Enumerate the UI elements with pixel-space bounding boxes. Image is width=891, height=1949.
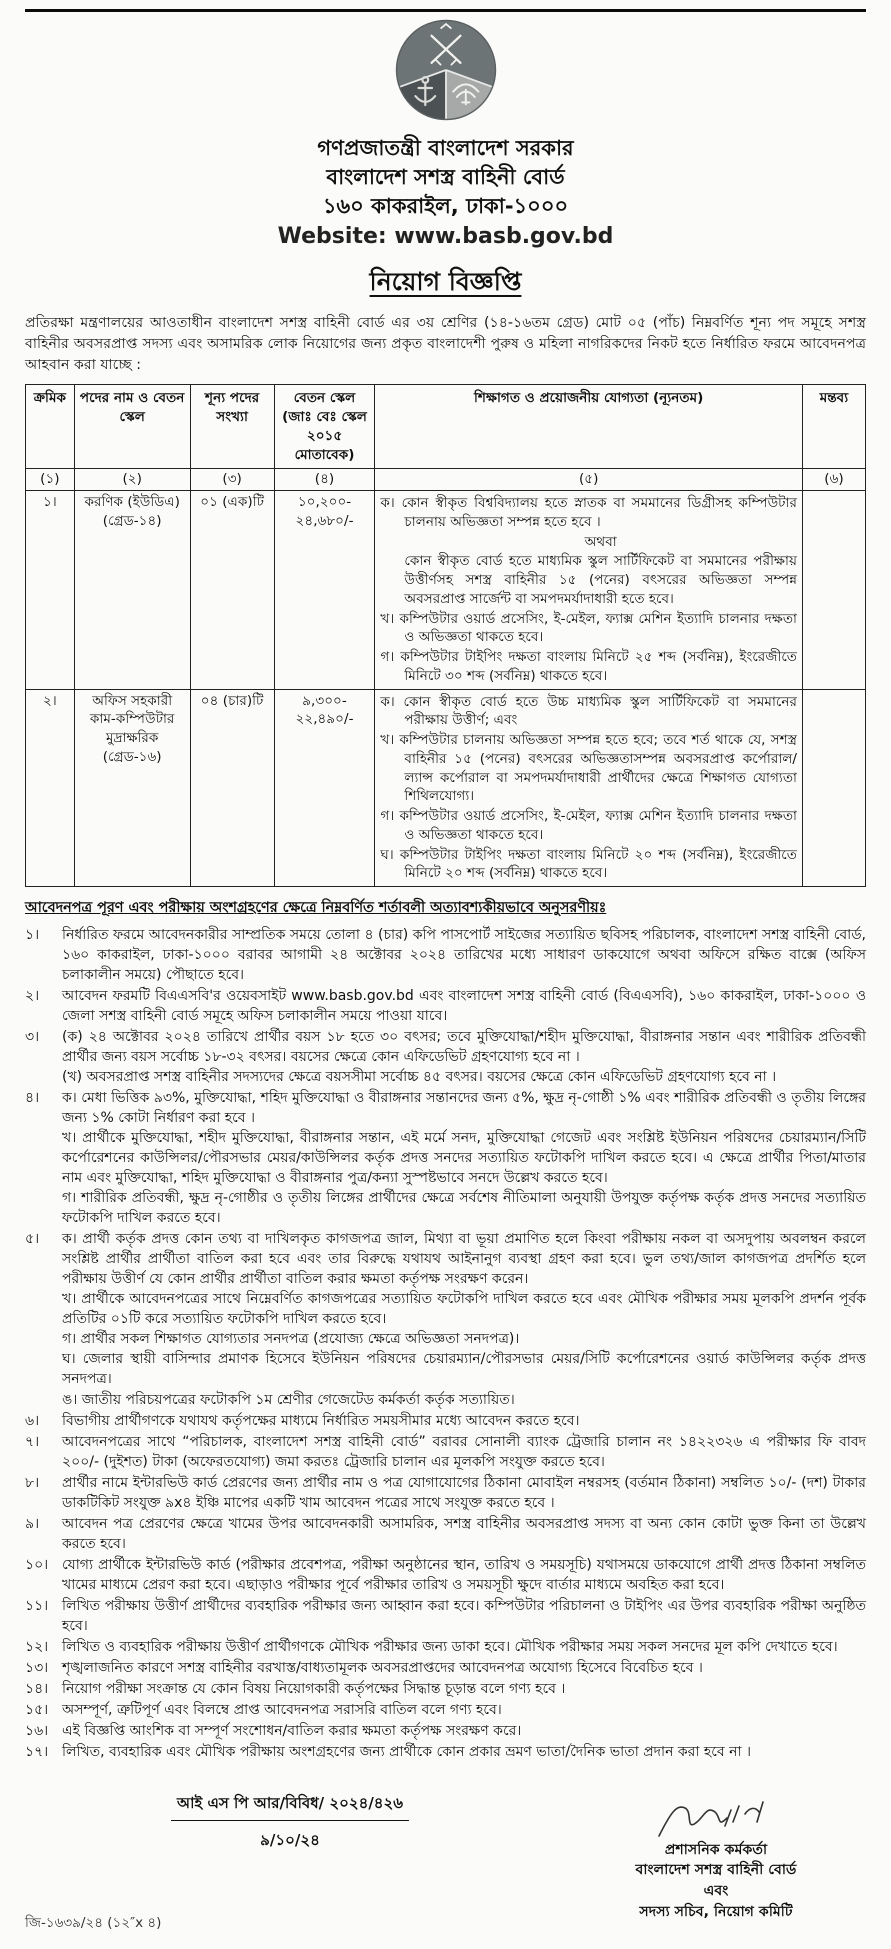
condition-number: ১৭।: [25, 1743, 49, 1760]
condition-part-label: গ।: [62, 1331, 81, 1348]
condition-part-label: (ক): [62, 1029, 89, 1046]
title-container: [25, 262, 866, 305]
condition-item: [25, 1432, 866, 1472]
column-header: শিক্ষাগত ও প্রয়োজনীয় যোগ্যতা (ন্যূনতম): [375, 385, 803, 469]
reference-number: আই এস পি আর/বিবিধ/ ২০২৪/৪২৬: [171, 1792, 409, 1821]
table-header-number-row: [26, 469, 866, 491]
condition-part: বিভাগীয় প্রার্থীগণকে যথাযথ কর্তৃপক্ষের মাধ্যমে নির্ধারিত সময়সীমার মধ্যে আবেদন করতে হবে।: [62, 1412, 580, 1429]
cell-qualifications: [375, 491, 803, 690]
condition-part: লিখিত পরীক্ষায় উত্তীর্ণ প্রার্থীদের ব্যবহারিক পরীক্ষার জন্য আহ্বান করা হবে। কম্পিউটার পরিচালনা ও টাইপিং এর উপর ব্যবহারিক পরীক্ষা অনুষ্ঠিত হবে।: [62, 1597, 866, 1634]
condition-number: ১০।: [25, 1556, 49, 1573]
condition-item: [25, 1411, 866, 1431]
cell-pay: ১০,২০০- ২৪,৬৮০/-: [274, 491, 375, 690]
qualification-label: খ।: [380, 610, 400, 627]
condition-item: [25, 986, 866, 1026]
table-body: [26, 491, 866, 887]
condition-number: ১।: [25, 927, 40, 944]
condition-part: (ক) ২৪ অক্টোবর ২০২৪ তারিখে প্রার্থীর বয়স ১৮ হতে ৩০ বৎসর; তবে মুক্তিযোদ্ধা/শহীদ মুক্তিযোদ্ধা, বীরাঙ্গনার সন্তান এবং শারীরিক প্রতিবন্ধী প্রার্থীর জন্য বয়স সর্বোচ্চ ১৮-৩২ বৎসর। বয়সের ক্ষেত্রে কোন এফিডেভিট গ্রহণযোগ্য হবে না ।: [62, 1029, 867, 1066]
letterhead: [25, 134, 866, 252]
condition-number: ১৬।: [25, 1722, 49, 1739]
condition-number: ১৫।: [25, 1701, 49, 1718]
logo-container: [25, 16, 866, 128]
condition-part: ঙ। জাতীয় পরিচয়পত্রের ফটোকপি ১ম শ্রেণীর গেজেটেড কর্মকর্তা কর্তৃক সত্যায়িত।: [62, 1391, 515, 1408]
condition-number: ১৩।: [25, 1659, 49, 1676]
organization-line: বাংলাদেশ সশস্ত্র বাহিনী বোর্ড: [326, 164, 565, 189]
condition-number: ৫।: [25, 1231, 40, 1248]
condition-number: ১২।: [25, 1638, 49, 1655]
cell-remarks: [802, 689, 865, 887]
qualification-label: খ।: [380, 732, 400, 749]
condition-item: [25, 1027, 866, 1087]
column-number: (২): [74, 469, 190, 491]
footer-left: [25, 1792, 566, 1935]
condition-part-label: ঙ।: [62, 1391, 82, 1408]
condition-part: লিখিত ও ব্যবহারিক পরীক্ষায় উত্তীর্ণ প্রার্থীগণকে মৌখিক পরীক্ষার জন্য ডাকা হবে। মৌখিক পরীক্ষার সময় সকল সনদের মূল কপি দেখাতে হবে।: [62, 1638, 838, 1655]
qualification-item: গ। কম্পিউটার টাইপিং দক্ষতা বাংলায় মিনিটে ২৫ শব্দ (সর্বনিম্ন), ইংরেজীতে মিনিটে ৩০ শব্দ (সর্বনিম্ন) থাকতে হবে।: [380, 649, 797, 684]
table-row: [26, 689, 866, 887]
condition-text: [62, 1411, 866, 1431]
qualification-item: গ। কম্পিউটার ওয়ার্ড প্রসেসিং, ই-মেইল, ফ্যাক্স মেশিন ইত্যাদি চালনার দক্ষতা ও অভিজ্ঞতা থাকতে হবে।: [380, 808, 797, 843]
condition-text: [62, 1514, 866, 1554]
reference-block: [150, 1792, 430, 1854]
column-header: ক্রমিক: [26, 385, 75, 469]
qualification-label: ক।: [380, 495, 402, 512]
qualification-item: অথবা: [584, 533, 617, 550]
condition-text: [62, 1742, 866, 1762]
condition-number: ৩।: [25, 1029, 40, 1046]
signatory-designation: প্রশাসনিক কর্মকর্তা: [664, 1841, 768, 1858]
condition-part: আবেদন পত্র প্রেরণের ক্ষেত্রে খামের উপর আবেদনকারী অসামরিক, সশস্ত্র বাহিনীর অবসরপ্রাপ্ত সদস্য বা অন্য কোন কোটা ভুক্ত কিনা তা উল্লেখ করতে হবে।: [62, 1515, 866, 1552]
cell-serial: ২।: [26, 689, 75, 887]
cell-pay: ৯,৩০০- ২২,৪৯০/-: [274, 689, 375, 887]
condition-text: [62, 1555, 866, 1595]
condition-part-label: ক।: [62, 1090, 82, 1107]
condition-part: নিয়োগ পরীক্ষা সংক্রান্ত যে কোন বিষয় নিয়োগকারী কর্তৃপক্ষের সিদ্ধান্ত চূড়ান্ত বলে গণ্য হবে ।: [62, 1680, 566, 1697]
signatory-and: এবং: [703, 1882, 729, 1899]
column-number: (১): [26, 469, 75, 491]
signatory-role: সদস্য সচিব, নিয়োগ কমিটি: [639, 1903, 793, 1920]
qualification-label: ঘ।: [380, 846, 400, 863]
qualification-label: গ।: [380, 808, 400, 825]
condition-part: আবেদনপত্রের সাথে “পরিচালক, বাংলাদেশ সশস্ত্র বাহিনী বোর্ড” বরাবর সোনালী ব্যাংক ট্রেজারি চালান নং ১৪২২৩২৬ এ পরীক্ষার ফি বাবদ ২০০/- (দুইশত) টাকা (অফেরতযোগ্য) জমা করতঃ ট্রেজারি চালান এর মূলকপি সংযুক্ত করতে হবে।: [62, 1433, 866, 1470]
condition-part: যোগ্য প্রার্থীকে ইন্টারভিউ কার্ড (পরীক্ষার প্রবেশপত্র, পরীক্ষা অনুষ্ঠানের স্থান, তারিখ ও সময়সূচি) যথাসময়ে ডাকযোগে প্রার্থী প্রদত্ত ঠিকানা সম্বলিত খামের মাধ্যমে প্রেরণ করা হবে। এছাড়াও পরীক্ষার পূর্বে পরীক্ষার তারিখ ও সময়সূচী ক্ষুদে বার্তার মাধ্যমে অবহিত করা হবে।: [62, 1556, 866, 1593]
column-number: (৫): [375, 469, 803, 491]
qualification-label: গ।: [380, 649, 401, 666]
vacancy-table: [25, 384, 866, 887]
qualification-item: ক। কোন স্বীকৃত বিশ্ববিদ্যালয় হতে স্নাতক বা সমমানের ডিগ্রীসহ কম্পিউটার চালনায় অভিজ্ঞতা সম্পন্ন হতে হবে ।: [380, 495, 797, 530]
cell-post: অফিস সহকারী কাম-কম্পিউটার মুদ্রাক্ষরিক (গ্রেড-১৬): [74, 689, 190, 887]
conditions-heading: আবেদনপত্র পূরণ এবং পরীক্ষায় অংশগ্রহণের ক্ষেত্রে নিম্নবর্ণিত শর্তাবলী অত্যাবশ্যকীয়ভাবে অনুসরণীয়ঃ: [25, 900, 607, 917]
condition-text: [62, 986, 866, 1026]
qualification-item: ক। কোন স্বীকৃত বোর্ড হতে উচ্চ মাধ্যমিক স্কুল সার্টিফিকেট বা সমমানের পরীক্ষায় উত্তীর্ণ; এবং: [380, 693, 797, 729]
column-number: (৩): [190, 469, 274, 491]
table-header-row: [26, 385, 866, 469]
condition-item: [25, 925, 866, 985]
condition-text: [62, 1637, 866, 1657]
website-line: Website: www.basb.gov.bd: [277, 223, 614, 249]
condition-item: [25, 1658, 866, 1678]
government-line: গণপ্রজাতন্ত্রী বাংলাদেশ সরকার: [317, 136, 574, 160]
condition-part-label: গ।: [62, 1190, 82, 1207]
condition-part-label: খ।: [62, 1130, 83, 1147]
condition-part-label: ঘ।: [62, 1351, 83, 1368]
column-header: পদের নাম ও বেতন স্কেল: [74, 385, 190, 469]
condition-item: [25, 1637, 866, 1657]
condition-text: [62, 1700, 866, 1720]
column-number: (৪): [274, 469, 375, 491]
condition-number: ৮।: [25, 1474, 40, 1491]
condition-part: নির্ধারিত ফরমে আবেদনকারীর সাম্প্রতিক সময়ে তোলা ৪ (চার) কপি পাসপোর্ট সাইজের সত্যায়িত ছবিসহ পরিচালক, বাংলাদেশ সশস্ত্র বাহিনী বোর্ড, ১৬০ কাকরাইল, ঢাকা-১০০০ বরাবর আগামী ২৪ অক্টোবর ২০২৪ তারিখের মধ্যে সাধারণ ডাকযোগে অথবা অফিসে রক্ষিত বাক্সে (অফিস চলাকালীন সময়ে) পৌছাতে হবে।: [62, 927, 866, 984]
print-code: জি-১৬৩৯/২৪ (১২″x ৪): [25, 1914, 162, 1931]
column-header: বেতন স্কেল (জাঃ বেঃ স্কেল ২০১৫ মোতাবেক): [274, 385, 375, 469]
condition-item: [25, 1721, 866, 1741]
condition-part-label: ক।: [62, 1231, 83, 1248]
condition-part: ক। প্রার্থী কর্তৃক প্রদত্ত কোন তথ্য বা দাখিলকৃত কাগজপত্র জাল, মিথ্যা বা ভূয়া প্রমাণিত হলে কিংবা পরীক্ষায় নকল বা অসদুপায় অবলম্বন করলে সংশ্লিষ্ট প্রার্থীর প্রার্থীতা বাতিল করা হবে এবং তার বিরুদ্ধে যথাযথ আইনানুগ ব্যবস্থা গ্রহণ করা হবে। ভুল তথ্য/জাল কাগজপত্র প্রদর্শিত হলে পরীক্ষায় উত্তীর্ণ যে কোন প্রার্থীর প্রার্থীতা বাতিল করার ক্ষমতা কর্তৃপক্ষ সংরক্ষণ করেন।: [62, 1231, 866, 1288]
condition-item: [25, 1700, 866, 1720]
cell-vacancies: ০৪ (চার)টি: [190, 689, 274, 887]
signature: [566, 1792, 866, 1846]
condition-item: [25, 1088, 866, 1228]
condition-text: [62, 1721, 866, 1741]
condition-item: [25, 1679, 866, 1699]
condition-text: [62, 1229, 866, 1409]
condition-number: ১১।: [25, 1597, 49, 1614]
condition-number: ২।: [25, 988, 40, 1005]
condition-part: আবেদন ফরমটি বিএএসবি'র ওয়েবসাইট www.basb.gov.bd এবং বাংলাদেশ সশস্ত্র বাহিনী বোর্ড (বিএএসবি), ১৬০ কাকরাইল, ঢাকা-১০০০ ও জেলা সশস্ত্র বাহিনী বোর্ড সমূহে অফিস চলাকালীন সময়ে পাওয়া যাবে।: [62, 988, 866, 1025]
condition-item: [25, 1514, 866, 1554]
table-row: [26, 491, 866, 690]
condition-part: লিখিত, ব্যবহারিক এবং মৌখিক পরীক্ষায় অংশগ্রহণের জন্য প্রার্থীকে কোন প্রকার ভ্রমণ ভাতা/দৈনিক ভাতা প্রদান করা হবে না ।: [62, 1743, 751, 1760]
signature-block: [566, 1792, 866, 1935]
condition-part: ক। মেধা ভিত্তিক ৯৩%, মুক্তিযোদ্ধা, শহিদ মুক্তিযোদ্ধা ও বীরাঙ্গনার সন্তানদের জন্য ৫%, ক্ষুদ্র নৃ-গোষ্ঠী ১% এবং শারীরিক প্রতিবন্ধী ও তৃতীয় লিঙ্গের জন্য ১% কোটা নির্ধারণ করা হবে ।: [62, 1090, 866, 1127]
top-divider: [25, 9, 866, 12]
condition-part: খ। প্রার্থীকে মুক্তিযোদ্ধা, শহীদ মুক্তিযোদ্ধা, বীরাঙ্গনার সন্তান, এই মর্মে সনদ, মুক্তিযোদ্ধা গেজেট এবং সংশ্লিষ্ট ইউনিয়ন পরিষদের চেয়ারম্যান/সিটি কর্পোরেশনের কাউন্সিলর/পৌরসভার মেয়র/কাউন্সিলর কর্তৃক প্রদত্ত সনদের সত্যায়িত ফটোকপি দাখিল করতে হবে। এ ক্ষেত্রে প্রার্থীর পিতা/মাতার নাম এবং মুক্তিযোদ্ধা, শহিদ মুক্তিযোদ্ধা ও বীরাঙ্গনার পুত্র/কন্যা সুস্পষ্টভাবে সনদে উল্লেখ করতে হবে।: [62, 1130, 866, 1187]
intro-paragraph: প্রতিরক্ষা মন্ত্রণালয়ের আওতাধীন বাংলাদেশ সশস্ত্র বাহিনী বোর্ড এর ৩য় শ্রেণির (১৪-১৬তম গ্রেড) মোট ০৫ (পাঁচ) নিম্নবর্ণিত শূন্য পদ সমূহে সশস্ত্র বাহিনীর অবসরপ্রাপ্ত সদস্য এবং অসামরিক লোক নিয়োগের জন্য প্রকৃত বাংলাদেশী পুরুষ ও মহিলা নাগরিকদের নিকট হতে নির্ধারিত ফরমে আবেদনপত্র আহবান করা যাচ্ছে :: [25, 314, 866, 374]
armed-forces-tri-service-emblem-icon: [392, 16, 500, 124]
condition-part: গ। শারীরিক প্রতিবন্ধী, ক্ষুদ্র নৃ-গোষ্ঠীর ও তৃতীয় লিঙ্গের প্রার্থীদের ক্ষেত্রে সর্বশেষ নীতিমালা অনুযায়ী উপযুক্ত কর্তৃপক্ষ কর্তৃক প্রদত্ত সনদের সত্যায়িত ফটোকপি দাখিল করতে হবে।: [62, 1190, 866, 1227]
condition-text: [62, 1432, 866, 1472]
qualification-item: ঘ। কম্পিউটার টাইপিং দক্ষতা বাংলায় মিনিটে ২০ শব্দ (সর্বনিম্ন), ইংরেজীতে মিনিটে ২০ শব্দ (সর্বনিম্ন) থাকতে হবে।: [380, 846, 797, 882]
footer: [25, 1792, 866, 1935]
condition-part: প্রার্থীর নামে ইন্টারভিউ কার্ড প্রেরণের জন্য প্রার্থীর নাম ও পত্র যোগাযোগের ঠিকানা মোবাইল নম্বরসহ (বর্তমান ঠিকানা) সম্বলিত ১০/- (দশ) টাকার ডাকটিকিট সংযুক্ত ৯x৪ ইঞ্চি মাপের একটি খাম আবেদন পত্রের সাথে সংযুক্ত করতে হবে ।: [62, 1474, 866, 1511]
condition-item: [25, 1596, 866, 1636]
conditions-list: [25, 925, 866, 1762]
condition-number: ৬।: [25, 1412, 40, 1429]
condition-part: এই বিজ্ঞপ্তি আংশিক বা সম্পূর্ণ সংশোধন/বাতিল করার ক্ষমতা কর্তৃপক্ষ সংরক্ষণ করে।: [62, 1722, 522, 1739]
column-header: মন্তব্য: [802, 385, 865, 469]
condition-text: [62, 1473, 866, 1513]
cell-post: করণিক (ইউডিএ) (গ্রেড-১৪): [74, 491, 190, 690]
condition-item: [25, 1229, 866, 1409]
condition-text: [62, 1596, 866, 1636]
page-title: নিয়োগ বিজ্ঞপ্তি: [369, 266, 522, 296]
condition-item: [25, 1555, 866, 1595]
condition-number: ৪।: [25, 1090, 40, 1107]
qualification-label: ক।: [380, 693, 404, 710]
condition-part: খ। প্রার্থীকে আবেদনপত্রের সাথে নিম্নেবর্ণিত কাগজপত্রের সত্যায়িত ফটোকপি দাখিল করতে হবে এবং মৌখিক পরীক্ষার সময় মূলকপি প্রদর্শন পূর্বক প্রতিটির ০১টি করে সত্যায়িত ফটোকপি দাখিল করতে হবে।: [62, 1291, 866, 1328]
qualification-item: খ। কম্পিউটার ওয়ার্ড প্রসেসিং, ই-মেইল, ফ্যাক্স মেশিন ইত্যাদি চালনার দক্ষতা ও অভিজ্ঞতা থাকতে হবে।: [380, 610, 797, 646]
condition-number: ১৪।: [25, 1680, 49, 1697]
condition-text: [62, 1679, 866, 1699]
condition-part: অসম্পূর্ণ, ত্রুটিপূর্ণ এবং বিলম্বে প্রাপ্ত আবেদনপত্র সরাসরি বাতিল বলে গণ্য হবে।: [62, 1701, 502, 1718]
condition-text: [62, 1658, 866, 1678]
condition-item: [25, 1742, 866, 1762]
qualification-item: খ। কম্পিউটার চালনায় অভিজ্ঞতা সম্পন্ন হতে হবে; তবে শর্ত থাকে যে, সশস্ত্র বাহিনীর ১৫ (পনের) বৎসরের অভিজ্ঞতাসম্পন্ন অবসরপ্রাপ্ত কর্পোরাল/ল্যান্স কর্পোরাল বা সমপদমর্যাদাধারী প্রার্থীদের ক্ষেত্রে শিক্ষাগত যোগ্যতা শিথিলযোগ্য।: [380, 732, 797, 805]
table-head: [26, 385, 866, 491]
cell-serial: ১।: [26, 491, 75, 690]
column-number: (৬): [802, 469, 865, 491]
signatory-organization: বাংলাদেশ সশস্ত্র বাহিনী বোর্ড: [635, 1862, 797, 1879]
qualification-item: কোন স্বীকৃত বোর্ড হতে মাধ্যমিক স্কুল সার্টিফিকেট বা সমমানের পরীক্ষায় উত্তীর্ণসহ সশস্ত্র বাহিনীর ১৫ (পনের) বৎসরের অভিজ্ঞতা সম্পন্ন অবসরপ্রাপ্ত সার্জেন্ট বা সমপদমর্যাদাধারী হতে হবে।: [404, 553, 797, 607]
condition-part: (খ) অবসরপ্রাপ্ত সশস্ত্র বাহিনীর সদস্যদের ক্ষেত্রে বয়সসীমা সর্বোচ্চ ৪৫ বৎসর। বয়সের ক্ষেত্রে কোন এফিডেভিট গ্রহণযোগ্য হবে না ।: [62, 1069, 777, 1086]
condition-text: [62, 1027, 866, 1087]
condition-number: ৭।: [25, 1433, 40, 1450]
condition-item: [25, 1473, 866, 1513]
column-header: শূন্য পদের সংখ্যা: [190, 385, 274, 469]
condition-text: [62, 925, 866, 985]
cell-qualifications: [375, 689, 803, 887]
condition-part: গ। প্রার্থীর সকল শিক্ষাগত যোগ্যতার সনদপত্র (প্রযোজ্য ক্ষেত্রে অভিজ্ঞতা সনদপত্র)।: [62, 1331, 520, 1348]
reference-date: ৯/১০/২৪: [260, 1830, 320, 1849]
condition-number: ৯।: [25, 1515, 40, 1532]
cell-remarks: [802, 491, 865, 690]
cell-vacancies: ০১ (এক)টি: [190, 491, 274, 690]
condition-part-label: খ।: [62, 1291, 82, 1308]
condition-part: ঘ। জেলার স্থায়ী বাসিন্দার প্রমাণক হিসেবে ইউনিয়ন পরিষদের চেয়ারম্যান/পৌরসভার মেয়র/সিটি কর্পোরেশনের ওয়ার্ড কাউন্সিলর কর্তৃক প্রদত্ত সনদপত্র।: [62, 1351, 866, 1388]
address-line: ১৬০ কাকরাইল, ঢাকা-১০০০: [322, 193, 569, 218]
condition-part-label: (খ): [62, 1069, 87, 1086]
condition-text: [62, 1088, 866, 1228]
condition-part: শৃঙ্খলাজনিত কারণে সশস্ত্র বাহিনীর বরখাস্ত/বাধ্যতামূলক অবসরপ্রাপ্তদের আবেদনপত্র অযোগ্য হিসেবে বিবেচিত হবে ।: [62, 1659, 703, 1676]
